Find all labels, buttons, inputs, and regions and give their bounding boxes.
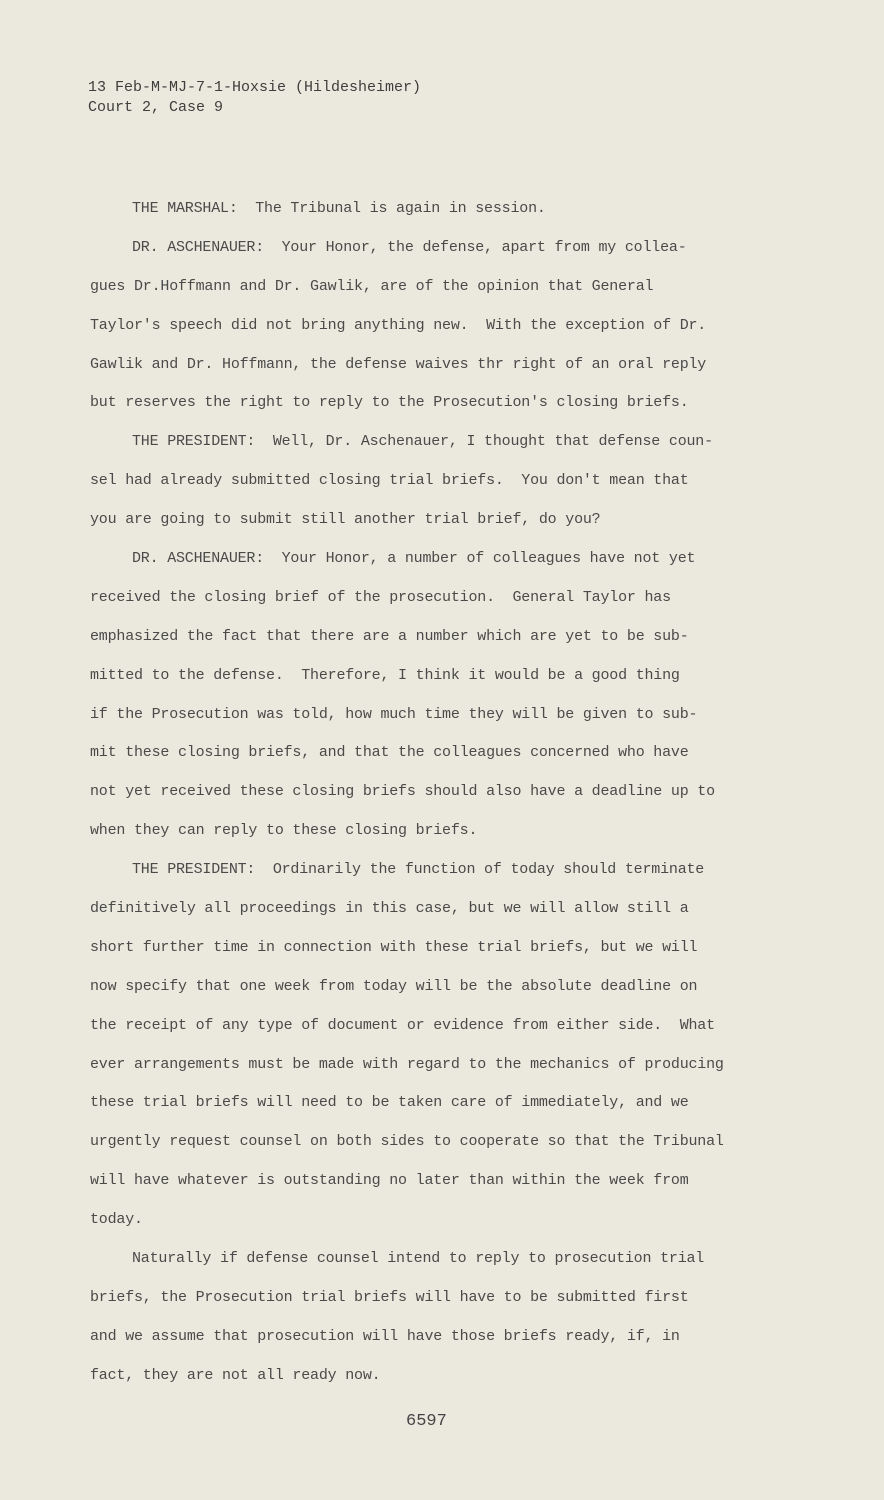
paragraph	[90, 196, 810, 235]
paragraph	[90, 857, 810, 1246]
text-line: Gawlik and Dr. Hoffmann, the defense waives thr right of an oral reply	[90, 355, 707, 373]
text-line: THE MARSHAL: The Tribunal is again in session.	[132, 200, 546, 217]
document-header	[88, 78, 421, 118]
text-line: if the Prosecution was told, how much time they will be given to sub-	[90, 705, 698, 723]
header-reference: 13 Feb-M-MJ-7-1-Hoxsie (Hildesheimer)	[88, 79, 422, 96]
page-number: 6597	[406, 1412, 447, 1431]
header-court-case: Court 2, Case 9	[88, 99, 224, 116]
text-line: briefs, the Prosecution trial briefs will have to be submitted first	[90, 1288, 689, 1306]
paragraph	[90, 546, 810, 857]
text-line: the receipt of any type of document or evidence from either side. What	[90, 1016, 715, 1034]
text-line: Taylor's speech did not bring anything new. With the exception of Dr.	[90, 316, 707, 334]
text-line: gues Dr.Hoffmann and Dr. Gawlik, are of the opinion that General	[90, 277, 654, 295]
text-line: urgently request counsel on both sides to cooperate so that the Tribunal	[90, 1133, 724, 1151]
text-line: and we assume that prosecution will have those briefs ready, if, in	[90, 1327, 680, 1345]
text-line: but reserves the right to reply to the Prosecution's closing briefs.	[90, 394, 689, 412]
text-line: not yet received these closing briefs should also have a deadline up to	[90, 783, 715, 801]
text-line: when they can reply to these closing briefs.	[90, 822, 478, 840]
text-line: ever arrangements must be made with regard to the mechanics of producing	[90, 1055, 724, 1073]
text-line: DR. ASCHENAUER: Your Honor, a number of colleagues have not yet	[132, 550, 696, 568]
paragraph	[90, 1246, 810, 1402]
text-line: short further time in connection with these trial briefs, but we will	[90, 938, 698, 956]
text-line: fact, they are not all ready now.	[90, 1366, 381, 1384]
text-line: mitted to the defense. Therefore, I think it would be a good thing	[90, 666, 680, 684]
text-line: THE PRESIDENT: Well, Dr. Aschenauer, I thought that defense coun-	[132, 433, 713, 451]
text-line: you are going to submit still another trial brief, do you?	[90, 511, 601, 529]
text-line: emphasized the fact that there are a number which are yet to be sub-	[90, 627, 689, 645]
text-line: these trial briefs will need to be taken care of immediately, and we	[90, 1094, 689, 1112]
text-line: mit these closing briefs, and that the colleagues concerned who have	[90, 744, 689, 762]
text-line: DR. ASCHENAUER: Your Honor, the defense, apart from my collea-	[132, 238, 687, 256]
text-line: Naturally if defense counsel intend to reply to prosecution trial	[132, 1250, 705, 1268]
text-line: today.	[90, 1211, 143, 1229]
text-line: definitively all proceedings in this case, but we will allow still a	[90, 900, 689, 918]
transcript-body	[90, 196, 810, 1402]
text-line: sel had already submitted closing trial briefs. You don't mean that	[90, 472, 689, 490]
paragraph	[90, 429, 810, 546]
text-line: now specify that one week from today will be the absolute deadline on	[90, 977, 698, 995]
text-line: received the closing brief of the prosecution. General Taylor has	[90, 588, 671, 606]
text-line: will have whatever is outstanding no later than within the week from	[90, 1172, 689, 1190]
paragraph	[90, 235, 810, 429]
text-line: THE PRESIDENT: Ordinarily the function of today should terminate	[132, 861, 705, 879]
